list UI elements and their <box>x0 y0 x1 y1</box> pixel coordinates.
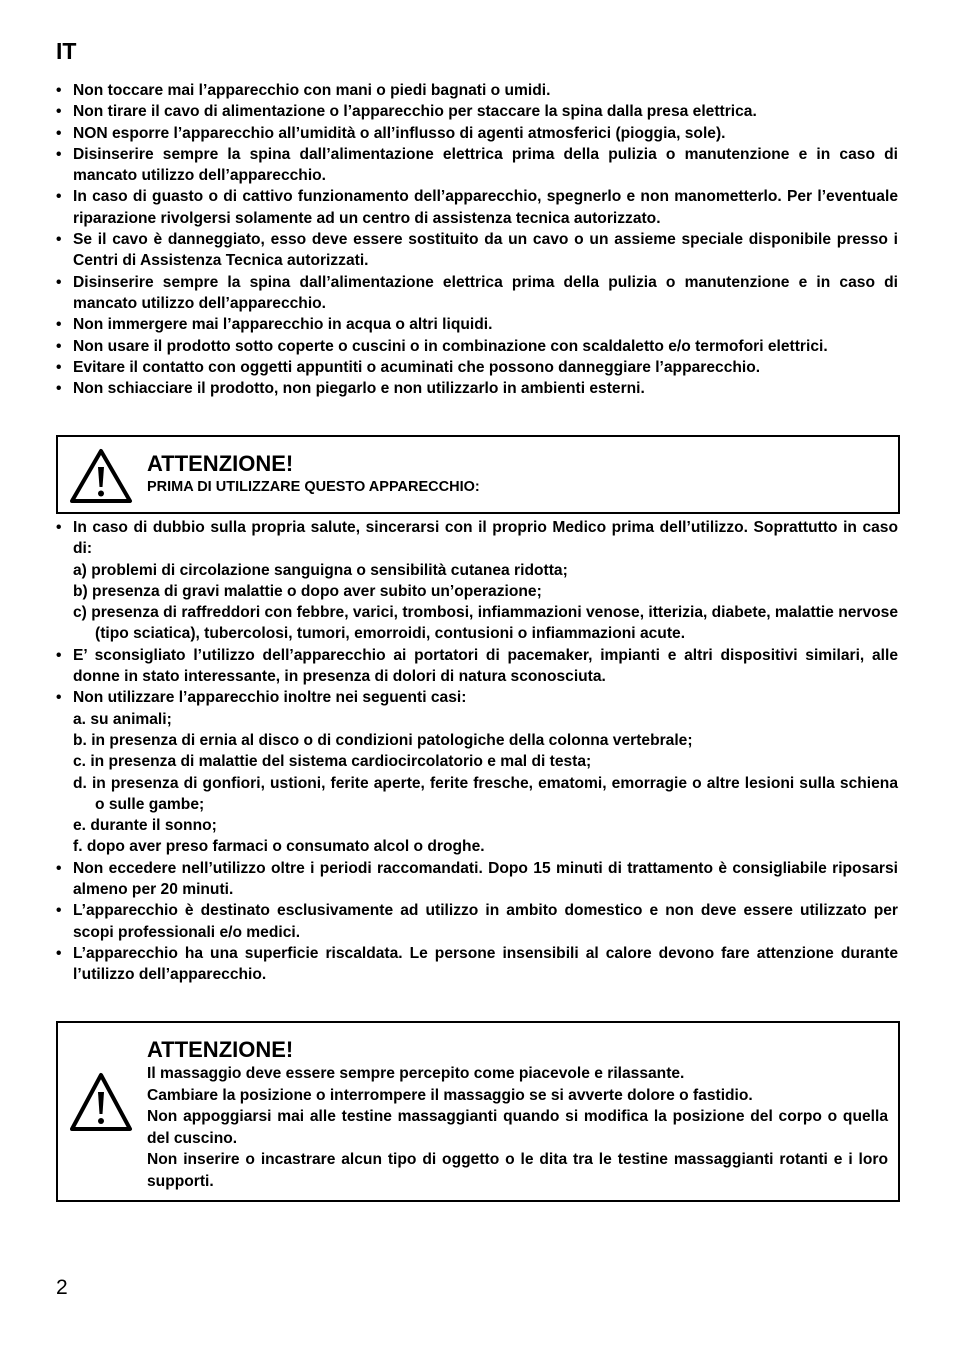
list-item: • L’apparecchio è destinato esclusivamente ad utilizzo in ambito domestico e non deve essere utilizzato per scopi professionali e/o medici. <box>56 900 898 943</box>
warning-title: ATTENZIONE! <box>147 1037 294 1062</box>
sub-item: a. su animali; <box>73 710 172 728</box>
list-item-text: • In caso di dubbio sulla propria salute, sincerarsi con il proprio Medico prima dell’utilizzo. Soprattutto in caso di: <box>73 519 898 558</box>
page-number: 2 <box>56 1276 68 1299</box>
list-item: • L’apparecchio ha una superficie riscaldata. Le persone insensibili al calore devono fare attenzione durante l’utilizzo dell’apparecchio. <box>56 943 898 986</box>
sub-item: b) presenza di gravi malattie o dopo aver subito un’operazione; <box>73 582 542 600</box>
contraindications-list <box>56 517 898 986</box>
list-item: • Non schiacciare il prodotto, non piegarlo e non utilizzarlo in ambienti esterni. <box>56 378 898 399</box>
warning-box-before-use <box>56 435 900 514</box>
list-item-pacemaker: • E’ sconsigliato l’utilizzo dell’apparecchio ai portatori di pacemaker, impianti e altri dispositivi similari, alle donne in stato interessante, in presenza di dolori di natura sconosciuta. <box>56 645 898 688</box>
list-item-cases <box>56 687 898 857</box>
list-item: • Se il cavo è danneggiato, esso deve essere sostituito da un cavo o un assieme speciale disponibile presso i Centri di Assistenza Tecnica autorizzati. <box>56 229 898 272</box>
list-item: • Disinserire sempre la spina dall’alimentazione elettrica prima della pulizia o manutenzione e in caso di mancato utilizzo dell’apparecchio. <box>56 144 898 187</box>
list-item: • Evitare il contatto con oggetti appuntiti o acuminati che possono danneggiare l’apparecchio. <box>56 357 898 378</box>
list-item: • Non toccare mai l’apparecchio con mani o piedi bagnati o umidi. <box>56 80 898 101</box>
warning-line: Cambiare la posizione o interrompere il massaggio se si avverte dolore o fastidio. <box>147 1086 753 1104</box>
safety-list <box>56 80 898 399</box>
warning-line: Non appoggiarsi mai alle testine massaggianti quando si modifica la posizione del corpo o quella del cuscino. <box>147 1108 888 1147</box>
warning-subtitle: PRIMA DI UTILIZZARE QUESTO APPARECCHIO: <box>147 479 480 495</box>
sub-item: d. in presenza di gonfiori, ustioni, ferite aperte, ferite fresche, ematomi, emorragie o altre lesioni sulla schiena o sulle gambe; <box>73 774 898 813</box>
warning-line: Il massaggio deve essere sempre percepito come piacevole e rilassante. <box>147 1065 685 1082</box>
language-code: IT <box>56 38 77 64</box>
warning-title: ATTENZIONE! <box>147 451 294 476</box>
sub-item: c) presenza di raffreddori con febbre, varici, trombosi, infiammazioni venose, itterizia, diabete, malattie nervose (tipo sciatica), tubercolosi, tumori, emorroidi, contusioni o infiammazioni acute. <box>73 604 898 643</box>
list-item: • In caso di guasto o di cattivo funzionamento dell’apparecchio, spegnerlo e non manometterlo. Per l’eventuale riparazione rivolgersi solamente ad un centro di assistenza tecnica autorizzato. <box>56 186 898 229</box>
sub-item: a) problemi di circolazione sanguigna o sensibilità cutanea ridotta; <box>73 561 568 579</box>
list-item-text: • Non utilizzare l’apparecchio inoltre nei seguenti casi: <box>73 689 467 707</box>
warning-triangle-icon <box>68 447 134 505</box>
sub-item: f. dopo aver preso farmaci o consumato alcol o droghe. <box>73 838 485 856</box>
list-item: • Non eccedere nell’utilizzo oltre i periodi raccomandati. Dopo 15 minuti di trattamento è consigliabile riposarsi almeno per 20 minuti. <box>56 858 898 901</box>
list-item-health <box>56 517 898 645</box>
list-item: • NON esporre l’apparecchio all’umidità o all’influsso di agenti atmosferici (pioggia, sole). <box>56 123 898 144</box>
list-item: • Non immergere mai l’apparecchio in acqua o altri liquidi. <box>56 314 898 335</box>
sub-item: e. durante il sonno; <box>73 817 217 835</box>
sub-item: c. in presenza di malattie del sistema cardiocircolatorio e mal di testa; <box>73 753 592 771</box>
list-item: • Non tirare il cavo di alimentazione o l’apparecchio per staccare la spina dalla presa elettrica. <box>56 101 898 122</box>
warning-line: Non inserire o incastrare alcun tipo di oggetto o le dita tra le testine massaggianti rotanti e i loro supporti. <box>147 1151 888 1190</box>
warning-triangle-icon <box>68 1071 134 1133</box>
list-item: • Disinserire sempre la spina dall’alimentazione elettrica prima della pulizia o manutenzione e in caso di mancato utilizzo dell’apparecchio. <box>56 272 898 315</box>
warning-box-massage <box>56 1021 900 1202</box>
list-item: • Non usare il prodotto sotto coperte o cuscini o in combinazione con scaldaletto e/o termofori elettrici. <box>56 336 898 357</box>
sub-item: b. in presenza di ernia al disco o di condizioni patologiche della colonna vertebrale; <box>73 731 693 749</box>
